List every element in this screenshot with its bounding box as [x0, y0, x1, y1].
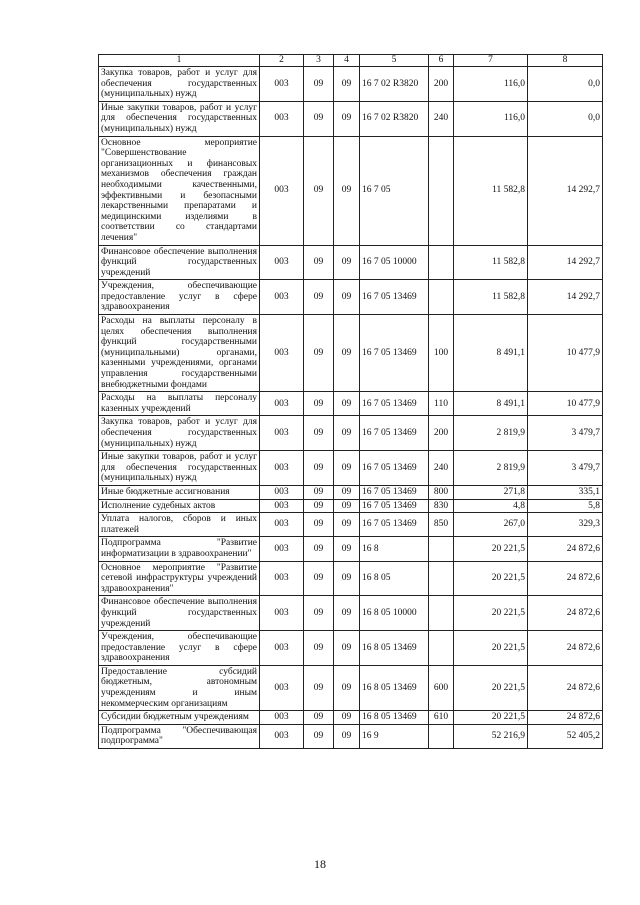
- row-name: Иные бюджетные ассигнования: [99, 485, 260, 499]
- row-amount-1: 20 221,5: [454, 631, 528, 666]
- row-target-article: 16 8 05: [360, 561, 429, 596]
- row-subsection: 09: [334, 315, 360, 392]
- row-section: 09: [304, 631, 334, 666]
- row-code: 003: [260, 392, 304, 416]
- row-amount-2: 24 872,6: [528, 665, 603, 710]
- row-expense-type: [429, 561, 454, 596]
- row-code: 003: [260, 280, 304, 315]
- row-code: 003: [260, 561, 304, 596]
- budget-table: [98, 54, 603, 749]
- row-target-article: 16 9: [360, 724, 429, 748]
- row-subsection: 09: [334, 561, 360, 596]
- row-amount-1: 11 582,8: [454, 280, 528, 315]
- row-section: 09: [304, 245, 334, 280]
- row-name: Расходы на выплаты персоналу в целях обеспечения выполнения функций государственными (муниципальными) органами, казенными учреждениями, органами управления государственными внебюджетными фондами: [99, 315, 260, 392]
- row-section: 09: [304, 136, 334, 245]
- row-expense-type: [429, 596, 454, 631]
- row-amount-2: 52 405,2: [528, 724, 603, 748]
- row-target-article: 16 7 05 13469: [360, 315, 429, 392]
- row-name: Субсидии бюджетным учреждениям: [99, 711, 260, 725]
- row-target-article: 16 7 05: [360, 136, 429, 245]
- row-section: 09: [304, 416, 334, 451]
- row-section: 09: [304, 561, 334, 596]
- row-subsection: 09: [334, 245, 360, 280]
- row-name: Финансовое обеспечение выполнения функций государственных учреждений: [99, 245, 260, 280]
- row-section: 09: [304, 392, 334, 416]
- row-name: Финансовое обеспечение выполнения функций государственных учреждений: [99, 596, 260, 631]
- row-code: 003: [260, 485, 304, 499]
- table-row: [99, 711, 603, 725]
- row-expense-type: 110: [429, 392, 454, 416]
- row-target-article: 16 7 05 13469: [360, 280, 429, 315]
- row-amount-1: 20 221,5: [454, 596, 528, 631]
- row-name: Исполнение судебных актов: [99, 499, 260, 513]
- row-target-article: 16 7 02 R3820: [360, 101, 429, 136]
- row-expense-type: 240: [429, 101, 454, 136]
- row-amount-1: 20 221,5: [454, 711, 528, 725]
- col-header: 6: [429, 55, 454, 67]
- row-subsection: 09: [334, 392, 360, 416]
- table-body: [99, 67, 603, 749]
- row-name: Уплата налогов, сборов и иных платежей: [99, 513, 260, 537]
- table-row: [99, 596, 603, 631]
- row-target-article: 16 8: [360, 537, 429, 561]
- table-row: [99, 136, 603, 245]
- row-expense-type: 600: [429, 665, 454, 710]
- row-target-article: 16 7 02 R3820: [360, 67, 429, 102]
- row-target-article: 16 7 05 13469: [360, 499, 429, 513]
- table-row: [99, 724, 603, 748]
- row-name: Предоставление субсидий бюджетным, автономным учреждениям и иным некоммерческим организациям: [99, 665, 260, 710]
- row-section: 09: [304, 67, 334, 102]
- row-expense-type: [429, 245, 454, 280]
- table-row: [99, 280, 603, 315]
- col-header: 4: [334, 55, 360, 67]
- row-subsection: 09: [334, 499, 360, 513]
- row-code: 003: [260, 315, 304, 392]
- row-amount-2: 14 292,7: [528, 280, 603, 315]
- row-expense-type: [429, 724, 454, 748]
- row-expense-type: [429, 537, 454, 561]
- row-amount-2: 10 477,9: [528, 315, 603, 392]
- row-target-article: 16 7 05 13469: [360, 513, 429, 537]
- row-expense-type: [429, 631, 454, 666]
- col-header: 3: [304, 55, 334, 67]
- row-code: 003: [260, 451, 304, 486]
- col-header: 1: [99, 55, 260, 67]
- row-code: 003: [260, 67, 304, 102]
- row-amount-2: 24 872,6: [528, 631, 603, 666]
- row-section: 09: [304, 665, 334, 710]
- table-row: [99, 101, 603, 136]
- row-code: 003: [260, 245, 304, 280]
- row-section: 09: [304, 596, 334, 631]
- row-target-article: 16 8 05 13469: [360, 711, 429, 725]
- row-section: 09: [304, 451, 334, 486]
- row-code: 003: [260, 136, 304, 245]
- row-amount-1: 116,0: [454, 67, 528, 102]
- row-code: 003: [260, 665, 304, 710]
- row-name: Основное мероприятие "Развитие сетевой инфраструктуры учреждений здравоохранения": [99, 561, 260, 596]
- table-row: [99, 513, 603, 537]
- row-expense-type: 100: [429, 315, 454, 392]
- row-amount-2: 0,0: [528, 67, 603, 102]
- row-name: Закупка товаров, работ и услуг для обеспечения государственных (муниципальных) нужд: [99, 416, 260, 451]
- row-amount-2: 3 479,7: [528, 416, 603, 451]
- row-amount-2: 14 292,7: [528, 245, 603, 280]
- col-header: 8: [528, 55, 603, 67]
- table-row: [99, 392, 603, 416]
- row-subsection: 09: [334, 136, 360, 245]
- row-amount-2: 335,1: [528, 485, 603, 499]
- col-header: 7: [454, 55, 528, 67]
- row-subsection: 09: [334, 513, 360, 537]
- col-header: 5: [360, 55, 429, 67]
- row-subsection: 09: [334, 280, 360, 315]
- row-section: 09: [304, 101, 334, 136]
- row-amount-1: 20 221,5: [454, 537, 528, 561]
- row-expense-type: 240: [429, 451, 454, 486]
- row-code: 003: [260, 513, 304, 537]
- row-amount-2: 329,3: [528, 513, 603, 537]
- row-amount-2: 3 479,7: [528, 451, 603, 486]
- table-row: [99, 245, 603, 280]
- row-expense-type: [429, 136, 454, 245]
- row-code: 003: [260, 711, 304, 725]
- row-subsection: 09: [334, 537, 360, 561]
- row-amount-1: 20 221,5: [454, 561, 528, 596]
- row-section: 09: [304, 315, 334, 392]
- table-row: [99, 537, 603, 561]
- row-expense-type: 200: [429, 67, 454, 102]
- row-amount-1: 8 491,1: [454, 392, 528, 416]
- row-amount-2: 5,8: [528, 499, 603, 513]
- row-subsection: 09: [334, 631, 360, 666]
- row-name: Основное мероприятие "Совершенствование организационных и финансовых механизмов обеспечения граждан необходимыми качественными, эффективными и безопасными лекарственными препаратами и медицинскими изделиями в соответствии со стандартами лечения": [99, 136, 260, 245]
- row-section: 09: [304, 513, 334, 537]
- row-expense-type: 850: [429, 513, 454, 537]
- row-name: Закупка товаров, работ и услуг для обеспечения государственных (муниципальных) нужд: [99, 67, 260, 102]
- row-section: 09: [304, 499, 334, 513]
- row-code: 003: [260, 416, 304, 451]
- row-code: 003: [260, 631, 304, 666]
- row-code: 003: [260, 724, 304, 748]
- row-amount-1: 116,0: [454, 101, 528, 136]
- row-subsection: 09: [334, 416, 360, 451]
- row-amount-2: 0,0: [528, 101, 603, 136]
- table-row: [99, 665, 603, 710]
- row-section: 09: [304, 711, 334, 725]
- table-row: [99, 561, 603, 596]
- row-amount-2: 24 872,6: [528, 596, 603, 631]
- row-section: 09: [304, 280, 334, 315]
- row-amount-1: 4,8: [454, 499, 528, 513]
- row-target-article: 16 7 05 13469: [360, 485, 429, 499]
- row-name: Подпрограмма "Развитие информатизации в здравоохранении": [99, 537, 260, 561]
- row-amount-1: 52 216,9: [454, 724, 528, 748]
- row-code: 003: [260, 537, 304, 561]
- row-amount-1: 2 819,9: [454, 451, 528, 486]
- row-target-article: 16 7 05 13469: [360, 416, 429, 451]
- table-row: [99, 416, 603, 451]
- row-name: Расходы на выплаты персоналу казенных учреждений: [99, 392, 260, 416]
- row-amount-1: 267,0: [454, 513, 528, 537]
- row-subsection: 09: [334, 101, 360, 136]
- row-target-article: 16 8 05 10000: [360, 596, 429, 631]
- row-expense-type: 200: [429, 416, 454, 451]
- row-target-article: 16 7 05 13469: [360, 451, 429, 486]
- row-subsection: 09: [334, 451, 360, 486]
- row-code: 003: [260, 101, 304, 136]
- row-code: 003: [260, 596, 304, 631]
- row-target-article: 16 7 05 10000: [360, 245, 429, 280]
- row-name: Иные закупки товаров, работ и услуг для обеспечения государственных (муниципальных) нужд: [99, 101, 260, 136]
- row-expense-type: 800: [429, 485, 454, 499]
- row-section: 09: [304, 537, 334, 561]
- row-amount-2: 10 477,9: [528, 392, 603, 416]
- row-amount-2: 24 872,6: [528, 537, 603, 561]
- table-row: [99, 499, 603, 513]
- row-target-article: 16 8 05 13469: [360, 631, 429, 666]
- table-row: [99, 631, 603, 666]
- row-amount-2: 24 872,6: [528, 711, 603, 725]
- row-subsection: 09: [334, 485, 360, 499]
- page-number: 18: [314, 857, 326, 871]
- row-subsection: 09: [334, 665, 360, 710]
- row-subsection: 09: [334, 724, 360, 748]
- row-amount-2: 24 872,6: [528, 561, 603, 596]
- row-amount-1: 11 582,8: [454, 245, 528, 280]
- row-amount-2: 14 292,7: [528, 136, 603, 245]
- row-target-article: 16 7 05 13469: [360, 392, 429, 416]
- row-expense-type: 830: [429, 499, 454, 513]
- table-row: [99, 451, 603, 486]
- row-target-article: 16 8 05 13469: [360, 665, 429, 710]
- row-subsection: 09: [334, 596, 360, 631]
- table-row: [99, 485, 603, 499]
- row-code: 003: [260, 499, 304, 513]
- row-subsection: 09: [334, 67, 360, 102]
- col-header: 2: [260, 55, 304, 67]
- row-section: 09: [304, 724, 334, 748]
- row-section: 09: [304, 485, 334, 499]
- row-amount-1: 271,8: [454, 485, 528, 499]
- row-amount-1: 11 582,8: [454, 136, 528, 245]
- header-row: [99, 55, 603, 67]
- row-name: Учреждения, обеспечивающие предоставление услуг в сфере здравоохранения: [99, 631, 260, 666]
- row-subsection: 09: [334, 711, 360, 725]
- table-row: [99, 67, 603, 102]
- row-name: Учреждения, обеспечивающие предоставление услуг в сфере здравоохранения: [99, 280, 260, 315]
- row-amount-1: 20 221,5: [454, 665, 528, 710]
- row-amount-1: 2 819,9: [454, 416, 528, 451]
- table-row: [99, 315, 603, 392]
- row-expense-type: 610: [429, 711, 454, 725]
- row-amount-1: 8 491,1: [454, 315, 528, 392]
- row-name: Иные закупки товаров, работ и услуг для обеспечения государственных (муниципальных) нужд: [99, 451, 260, 486]
- row-name: Подпрограмма "Обеспечивающая подпрограмма": [99, 724, 260, 748]
- row-expense-type: [429, 280, 454, 315]
